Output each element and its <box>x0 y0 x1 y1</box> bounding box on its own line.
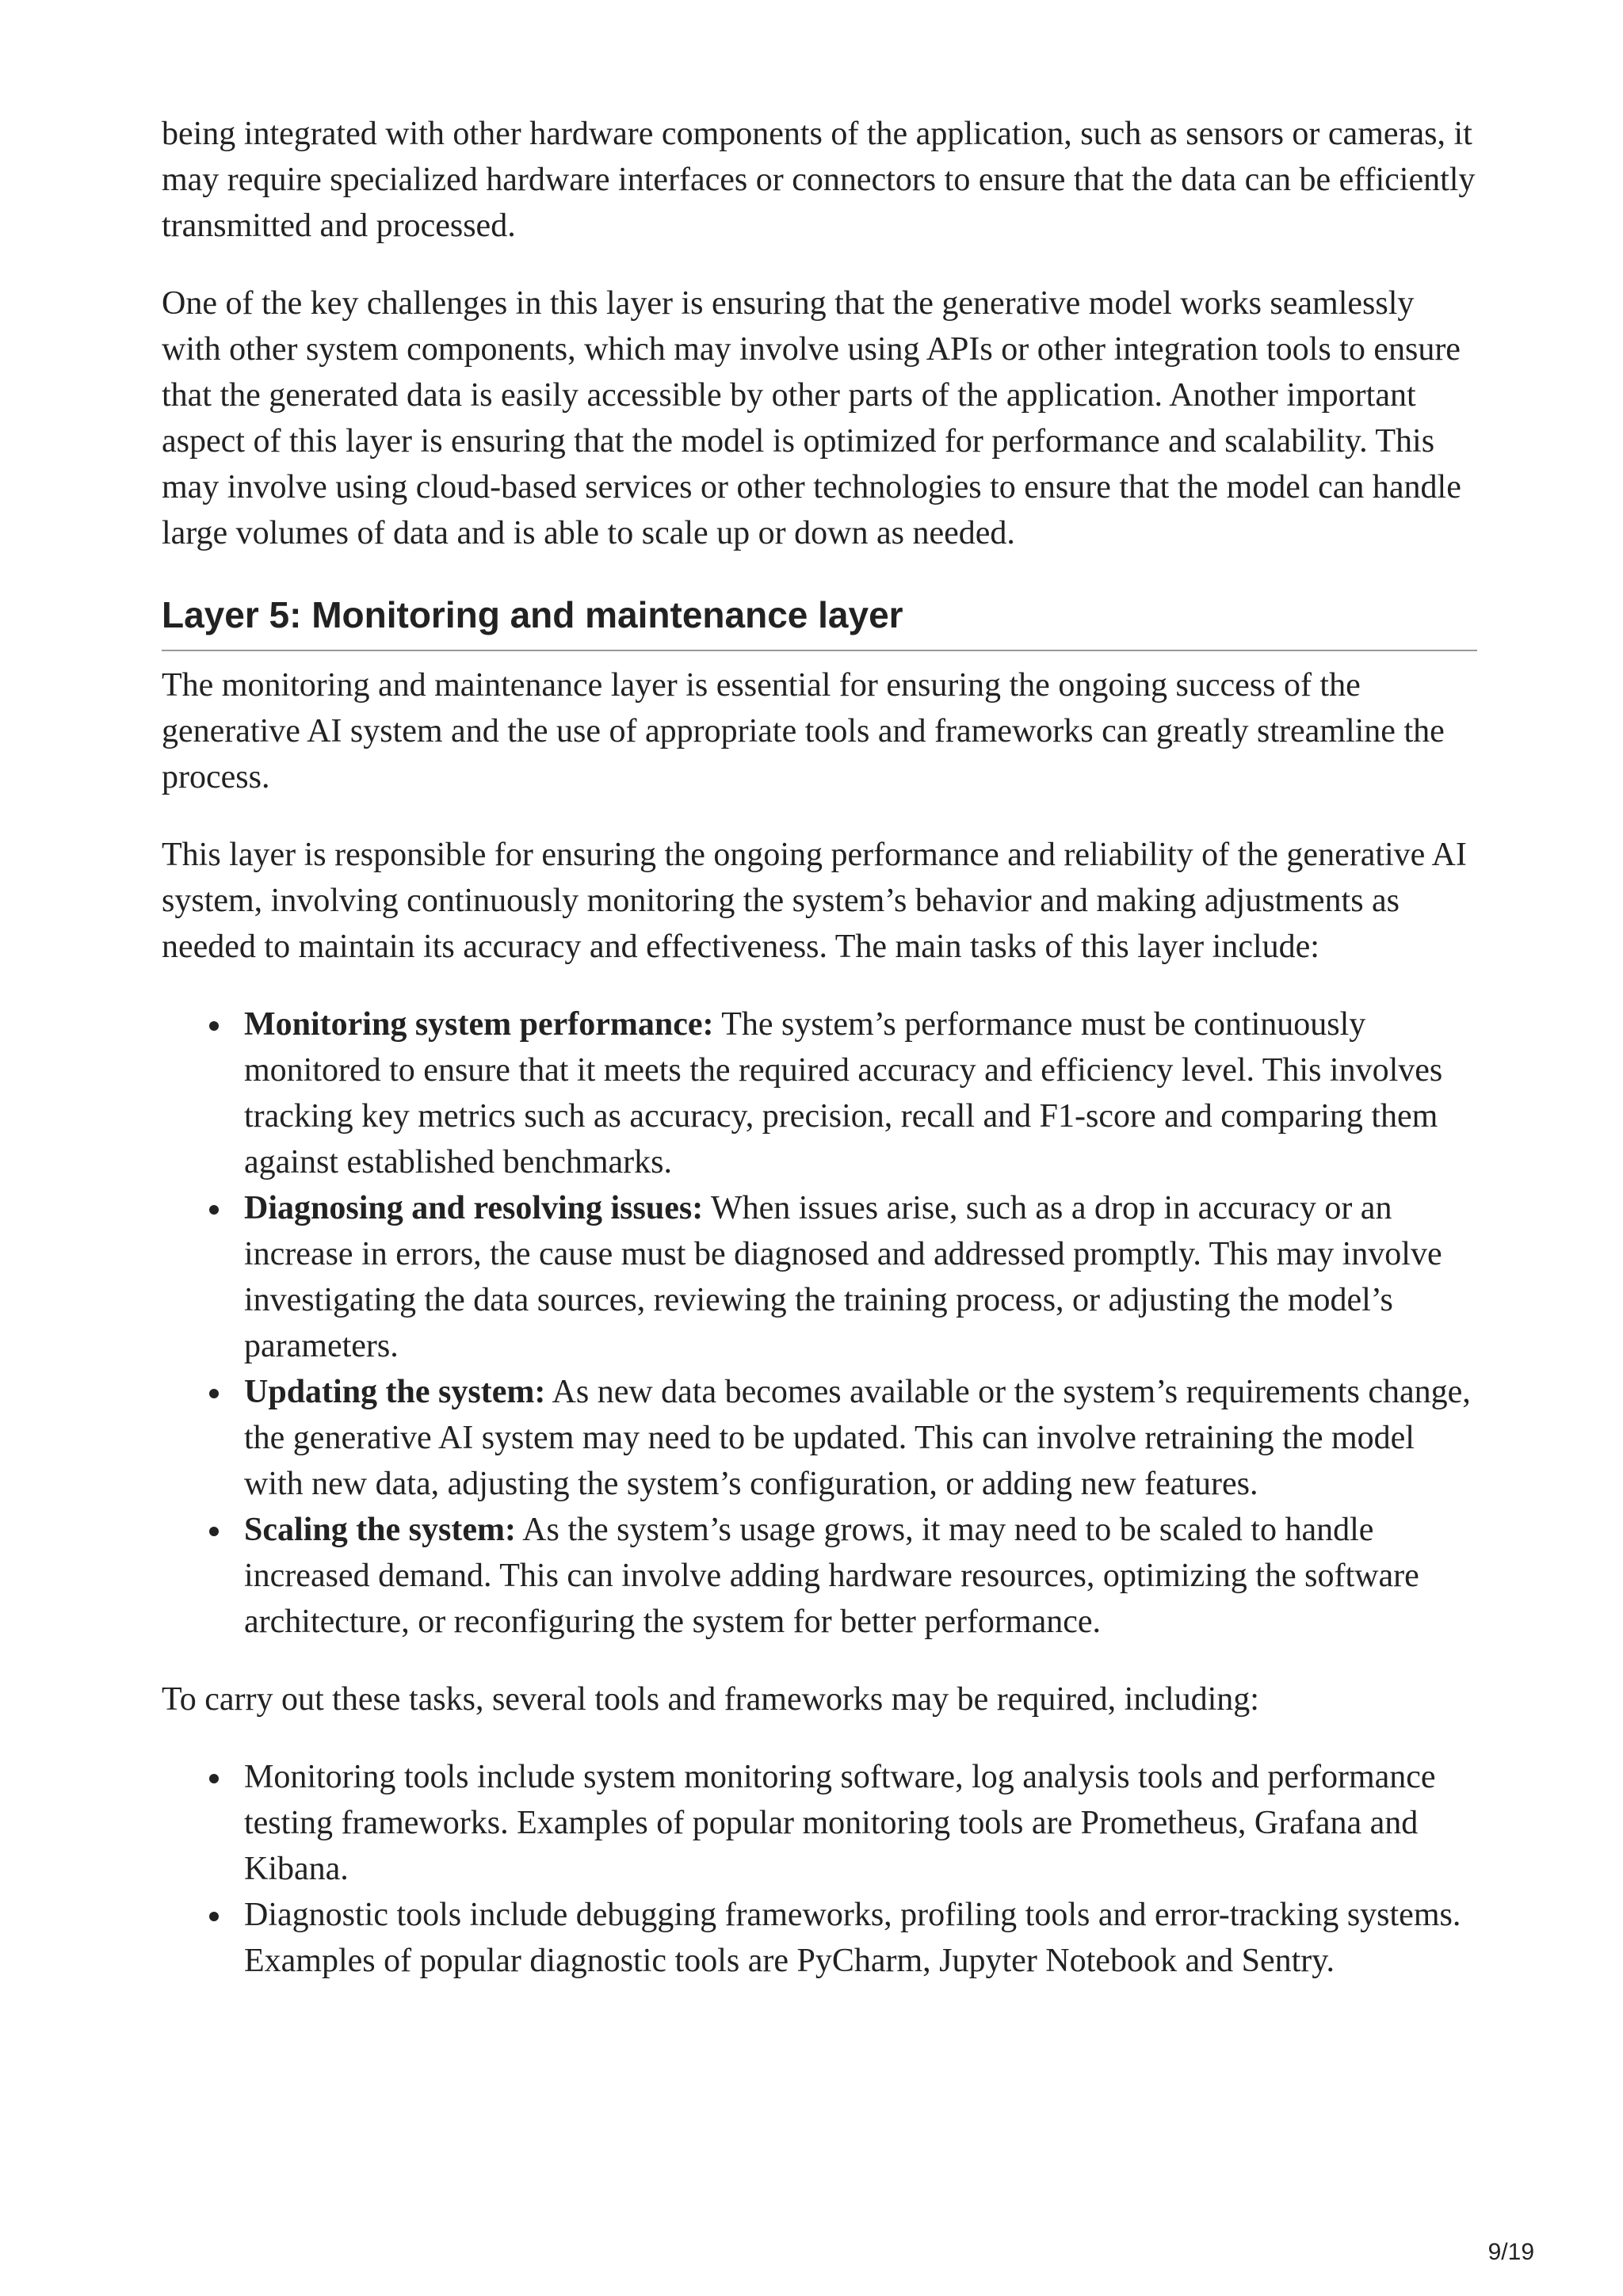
tools-list <box>162 1754 1477 1984</box>
paragraph-tools-intro: To carry out these tasks, several tools and frameworks may be required, including: <box>162 1681 1259 1718</box>
list-item-text: As the system’s usage grows, it may need to be scaled to handle increased demand. This can involve adding hardware resources, optimizing the software architecture, or reconfiguring the system for better performance. <box>244 1512 1419 1640</box>
list-item-text: As new data becomes available or the system’s requirements change, the generative AI system may need to be updated. This can involve retraining the model with new data, adjusting the system’s configuration, or adding new features. <box>244 1374 1471 1502</box>
list-item-text: When issues arise, such as a drop in accuracy or an increase in errors, the cause must be diagnosed and addressed promptly. This may involve investigating the data sources, reviewing the training process, or adjusting the model’s parameters. <box>244 1190 1442 1364</box>
page-number: 9/19 <box>1487 2239 1534 2265</box>
list-item-text: The system’s performance must be continuously monitored to ensure that it meets the required accuracy and efficiency level. This involves tracking key metrics such as accuracy, precision, recall and F1-score and comparing them against established benchmarks. <box>244 1006 1443 1180</box>
list-item <box>244 1001 1477 1185</box>
paragraph-hardware-integration: being integrated with other hardware components of the application, such as sensors or cameras, it may require specialized hardware interfaces or connectors to ensure that the data can be efficiently transmitted and processed. <box>162 116 1476 244</box>
list-item: Diagnostic tools include debugging frameworks, profiling tools and error-tracking systems. Examples of popular diagnostic tools are PyCharm, Jupyter Notebook and Sentry. <box>244 1892 1477 1984</box>
list-item-term: Monitoring system performance: <box>244 1006 714 1043</box>
list-item <box>244 1369 1477 1507</box>
list-item-term: Updating the system: <box>244 1374 546 1410</box>
list-item <box>244 1185 1477 1369</box>
list-item <box>244 1507 1477 1645</box>
paragraph-layer-responsibility: This layer is responsible for ensuring the ongoing performance and reliability of the generative AI system, involving continuously monitoring the system’s behavior and making adjustments as needed to maintain its accuracy and effectiveness. The main tasks of this layer include: <box>162 837 1467 965</box>
document-body <box>162 111 1477 2016</box>
section-heading: Layer 5: Monitoring and maintenance layer <box>162 591 1477 651</box>
task-list <box>162 1001 1477 1645</box>
list-item-term: Scaling the system: <box>244 1512 516 1548</box>
paragraph-key-challenges: One of the key challenges in this layer is ensuring that the generative model works seamlessly with other system components, which may involve using APIs or other integration tools to ensure that the generated data is easily accessible by other parts of the application. Another important aspect of this layer is ensuring that the model is optimized for performance and scalability. This may involve using cloud-based services or other technologies to ensure that the model can handle large volumes of data and is able to scale up or down as needed. <box>162 285 1461 551</box>
paragraph-layer-essential: The monitoring and maintenance layer is essential for ensuring the ongoing success of the generative AI system and the use of appropriate tools and frameworks can greatly streamline the process. <box>162 667 1445 795</box>
list-item: Monitoring tools include system monitoring software, log analysis tools and performance testing frameworks. Examples of popular monitoring tools are Prometheus, Grafana and Kibana. <box>244 1754 1477 1892</box>
list-item-term: Diagnosing and resolving issues: <box>244 1190 704 1226</box>
